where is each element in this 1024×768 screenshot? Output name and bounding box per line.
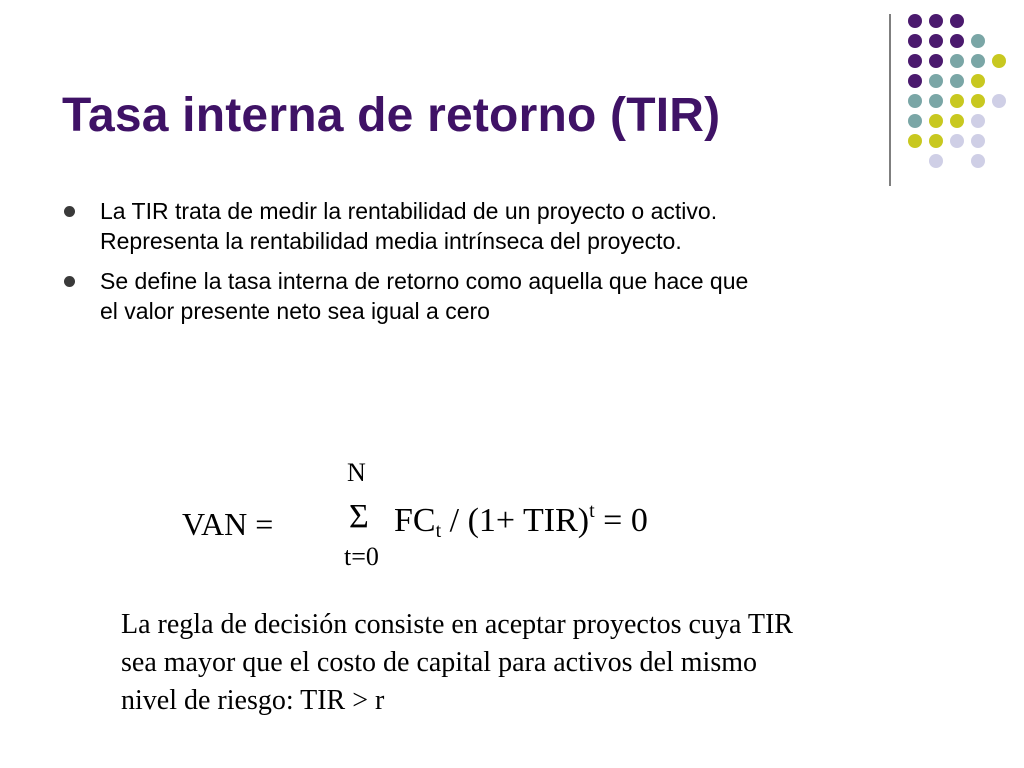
- bullet-item: [64, 196, 924, 256]
- decoration-dot: [971, 34, 985, 48]
- decoration-dot: [971, 74, 985, 88]
- bullet-list: [64, 196, 924, 336]
- decision-rule-line: nivel de riesgo: TIR > r: [121, 685, 385, 716]
- decoration-dot: [950, 14, 964, 28]
- bullet-icon: [64, 206, 75, 217]
- decoration-dot: [929, 134, 943, 148]
- bullet-item: [64, 266, 924, 326]
- bullet-text-line: Se define la tasa interna de retorno como aquella que hace que: [100, 268, 749, 294]
- decoration-dot: [929, 114, 943, 128]
- sigma-symbol: Σ: [349, 498, 369, 535]
- decision-rule-text: [121, 606, 981, 720]
- decoration-dot: [950, 134, 964, 148]
- decoration-dot: [950, 74, 964, 88]
- bullet-text-line: La TIR trata de medir la rentabilidad de un proyecto o activo.: [100, 198, 718, 224]
- decorative-dot-grid: [908, 14, 1008, 174]
- formula-expression: [394, 500, 648, 543]
- decoration-dot: [971, 114, 985, 128]
- decoration-dot: [971, 154, 985, 168]
- decoration-dot: [908, 134, 922, 148]
- decoration-dot: [929, 54, 943, 68]
- bullet-text-line: el valor presente neto sea igual a cero: [100, 298, 490, 324]
- decoration-dot: [971, 54, 985, 68]
- decoration-dot: [929, 14, 943, 28]
- slide-title: Tasa interna de retorno (TIR): [62, 89, 721, 142]
- decoration-dot: [950, 94, 964, 108]
- decoration-dot: [908, 14, 922, 28]
- decoration-dot: [908, 54, 922, 68]
- decoration-dot: [950, 54, 964, 68]
- formula-term-base: FC: [394, 502, 436, 539]
- decoration-dot: [992, 54, 1006, 68]
- decoration-dot: [908, 114, 922, 128]
- decoration-dot: [908, 34, 922, 48]
- decoration-dot: [971, 134, 985, 148]
- decoration-dot: [929, 74, 943, 88]
- formula-term-middle: / (1+ TIR): [441, 502, 590, 539]
- formula-term-end: = 0: [594, 502, 648, 539]
- decoration-dot: [992, 94, 1006, 108]
- bullet-text-line: Representa la rentabilidad media intrínseca del proyecto.: [100, 228, 682, 254]
- decoration-dot: [950, 114, 964, 128]
- decoration-dot: [971, 94, 985, 108]
- formula-term-subscript: t: [435, 520, 442, 542]
- decoration-dot: [929, 34, 943, 48]
- decision-rule-line: La regla de decisión consiste en aceptar proyectos cuya TIR: [121, 609, 793, 640]
- formula-lower-limit: t=0: [344, 542, 379, 571]
- formula-term-superscript: t: [589, 500, 595, 522]
- decoration-dot: [929, 94, 943, 108]
- bullet-icon: [64, 276, 75, 287]
- formula-lhs: VAN =: [182, 506, 274, 542]
- decision-rule-line: sea mayor que el costo de capital para activos del mismo: [121, 647, 758, 678]
- formula-upper-limit: N: [347, 458, 366, 487]
- decoration-dot: [908, 94, 922, 108]
- decoration-dot: [929, 154, 943, 168]
- decoration-dot: [950, 34, 964, 48]
- vertical-divider: [889, 14, 891, 186]
- decoration-dot: [908, 74, 922, 88]
